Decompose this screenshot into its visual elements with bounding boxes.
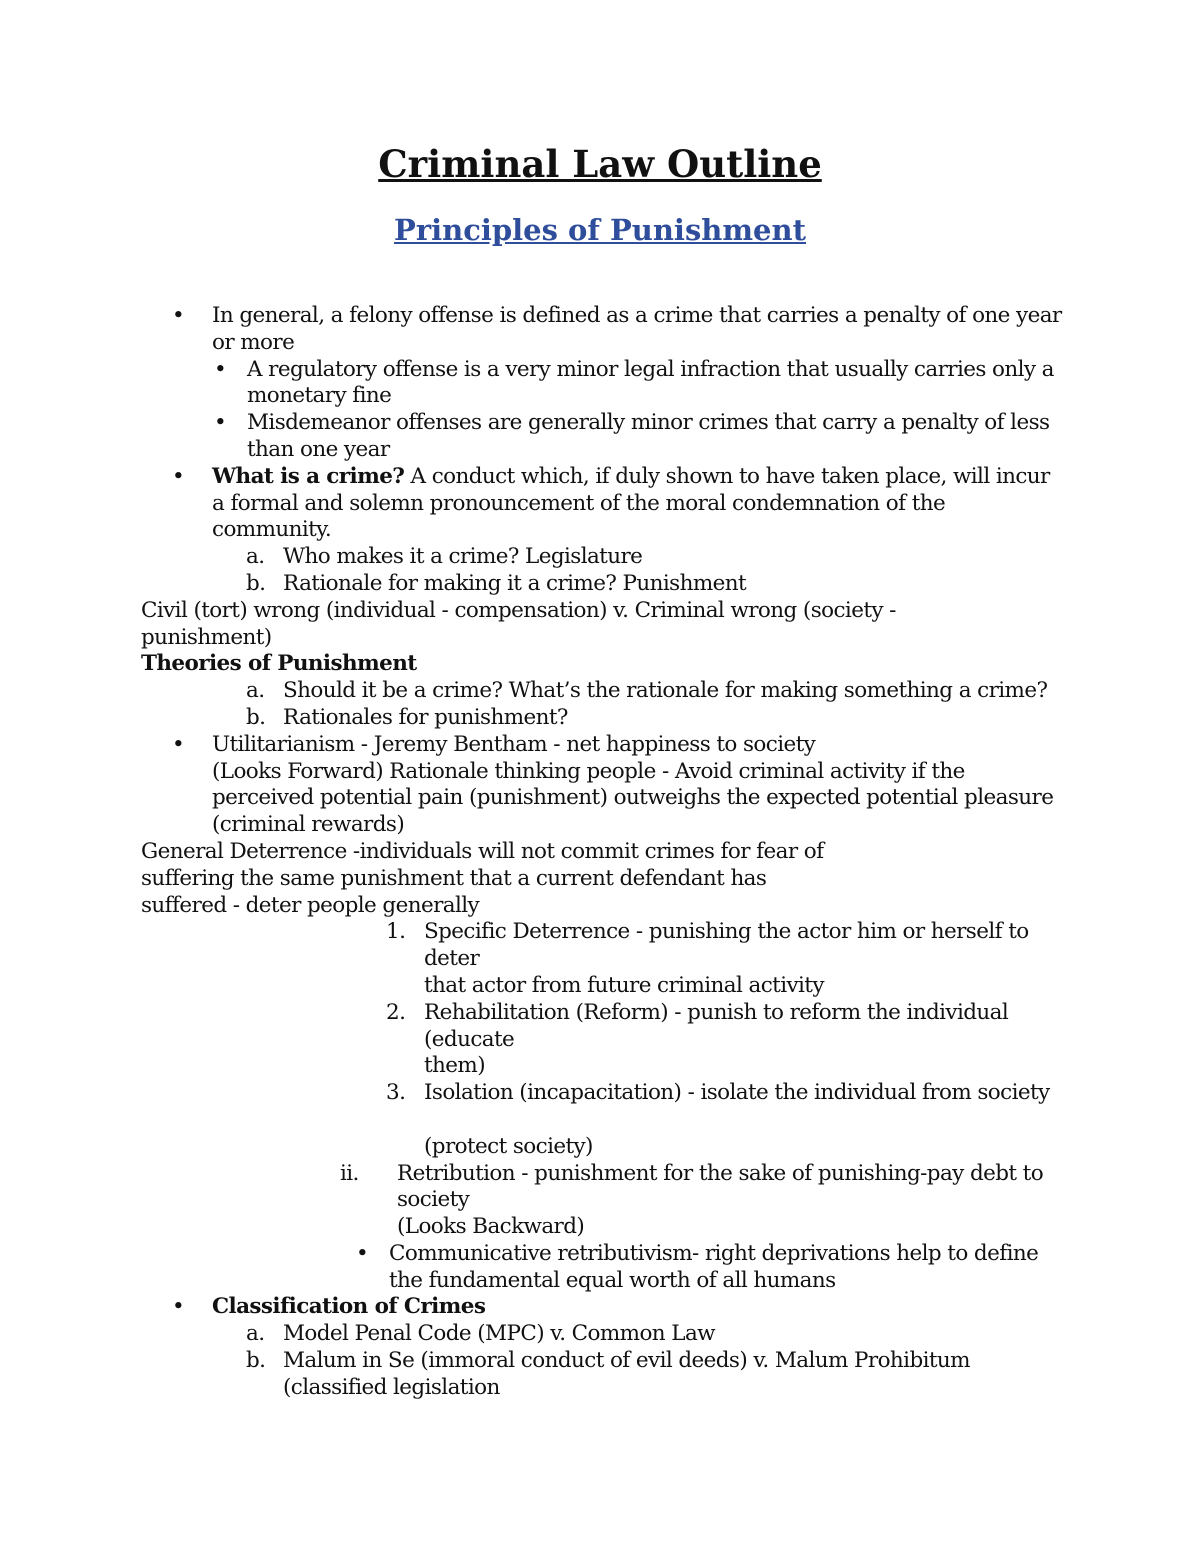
text-line: Retribution - punishment for the sake of punishing-pay debt to [397, 1160, 1044, 1186]
text-line: A regulatory offense is a very minor legal infraction that usually carries only a [247, 356, 1054, 382]
text-line: (criminal rewards) [212, 812, 405, 838]
text-line: Specific Deterrence - punishing the actor him or herself to [424, 919, 1029, 945]
text-line: a formal and solemn pronouncement of the moral condemnation of the [212, 490, 946, 516]
blank-line [0, 1107, 1200, 1134]
text-line: monetary fine [247, 383, 392, 409]
text-line: society [397, 1187, 470, 1213]
subheading: Theories of Punishment [141, 651, 417, 677]
list-item [0, 705, 1200, 732]
text-line: that actor from future criminal activity [424, 972, 824, 998]
text-line: Should it be a crime? What’s the rationale for making something a crime? [283, 678, 1048, 704]
list-marker: a. [246, 1321, 265, 1347]
text-line: or more [212, 329, 295, 355]
list-item [0, 1294, 1200, 1321]
text-line: In general, a felony offense is defined as a crime that carries a penalty of one year [212, 303, 1062, 328]
text-line: (classified legislation [283, 1374, 500, 1400]
list-marker: 2. [386, 999, 406, 1025]
list-item [0, 1000, 1200, 1027]
text-line: perceived potential pain (punishment) outweighs the expected potential pleasure [212, 785, 1054, 811]
text-line: suffering the same punishment that a current defendant has [141, 865, 767, 891]
page-title: Criminal Law Outline [378, 142, 822, 186]
text-line: Utilitarianism - Jeremy Bentham - net happiness to society [212, 731, 816, 757]
text-line: (Looks Backward) [397, 1214, 585, 1240]
text-line: than one year [247, 436, 390, 462]
list-marker: b. [246, 570, 266, 596]
text-fragment: A conduct which, if duly shown to have taken place, will incur [404, 463, 1050, 489]
text-line: Model Penal Code (MPC) v. Common Law [283, 1321, 715, 1347]
bullet-icon: • [172, 463, 185, 489]
bullet-icon: • [214, 356, 227, 382]
text-line: Misdemeanor offenses are generally minor crimes that carry a penalty of less [247, 410, 1050, 436]
list-item [0, 464, 1200, 491]
list-marker: 3. [386, 1080, 406, 1106]
subheading: Classification of Crimes [212, 1294, 486, 1320]
outline-body [0, 303, 1200, 1402]
text-line: community. [212, 517, 332, 543]
list-item [0, 357, 1200, 384]
text-line: General Deterrence -individuals will not commit crimes for fear of [141, 838, 824, 864]
text-line: Malum in Se (immoral conduct of evil deeds) v. Malum Prohibitum [283, 1348, 970, 1374]
list-item [0, 678, 1200, 705]
bullet-icon: • [172, 303, 185, 328]
text-line: suffered - deter people generally [141, 892, 480, 918]
list-item [0, 410, 1200, 437]
text-line: (Looks Forward) Rationale thinking people - Avoid criminal activity if the [212, 758, 965, 784]
list-item [0, 571, 1200, 598]
list-item [0, 1321, 1200, 1348]
section-heading: Principles of Punishment [394, 213, 806, 247]
text-line [212, 464, 1050, 491]
text-line: (protect society) [424, 1133, 593, 1159]
list-item [0, 1080, 1200, 1107]
text-line: Rationales for punishment? [283, 704, 568, 730]
list-marker: ii. [340, 1160, 359, 1186]
list-item [0, 1161, 1200, 1188]
text-line: Rehabilitation (Reform) - punish to reform the individual [424, 999, 1009, 1025]
text-line: the fundamental equal worth of all humans [389, 1267, 836, 1293]
text-line: deter [424, 946, 480, 972]
bullet-icon: • [172, 731, 185, 757]
text-line: Civil (tort) wrong (individual - compensation) v. Criminal wrong (society - [141, 597, 896, 623]
bold-term: What is a crime? [212, 463, 405, 489]
text-line: punishment) [141, 624, 272, 650]
bullet-icon: • [356, 1240, 369, 1266]
text-line: Communicative retributivism- right deprivations help to define [389, 1240, 1039, 1266]
text-line: them) [424, 1053, 485, 1079]
text-line: (educate [424, 1026, 515, 1052]
list-marker: a. [246, 678, 265, 704]
list-item [0, 1241, 1200, 1268]
bullet-icon: • [172, 1294, 185, 1320]
list-item [0, 732, 1200, 759]
text-line: Rationale for making it a crime? Punishment [283, 570, 747, 596]
list-item [0, 303, 1200, 330]
list-marker: b. [246, 704, 266, 730]
list-marker: b. [246, 1348, 266, 1374]
text-line: Isolation (incapacitation) - isolate the individual from society [424, 1080, 1050, 1106]
list-marker: a. [246, 544, 265, 570]
list-item [0, 1348, 1200, 1375]
list-marker: 1. [386, 919, 406, 945]
bullet-icon: • [214, 410, 227, 436]
list-item [0, 919, 1200, 946]
text-line: Who makes it a crime? Legislature [283, 544, 643, 570]
list-item [0, 544, 1200, 571]
